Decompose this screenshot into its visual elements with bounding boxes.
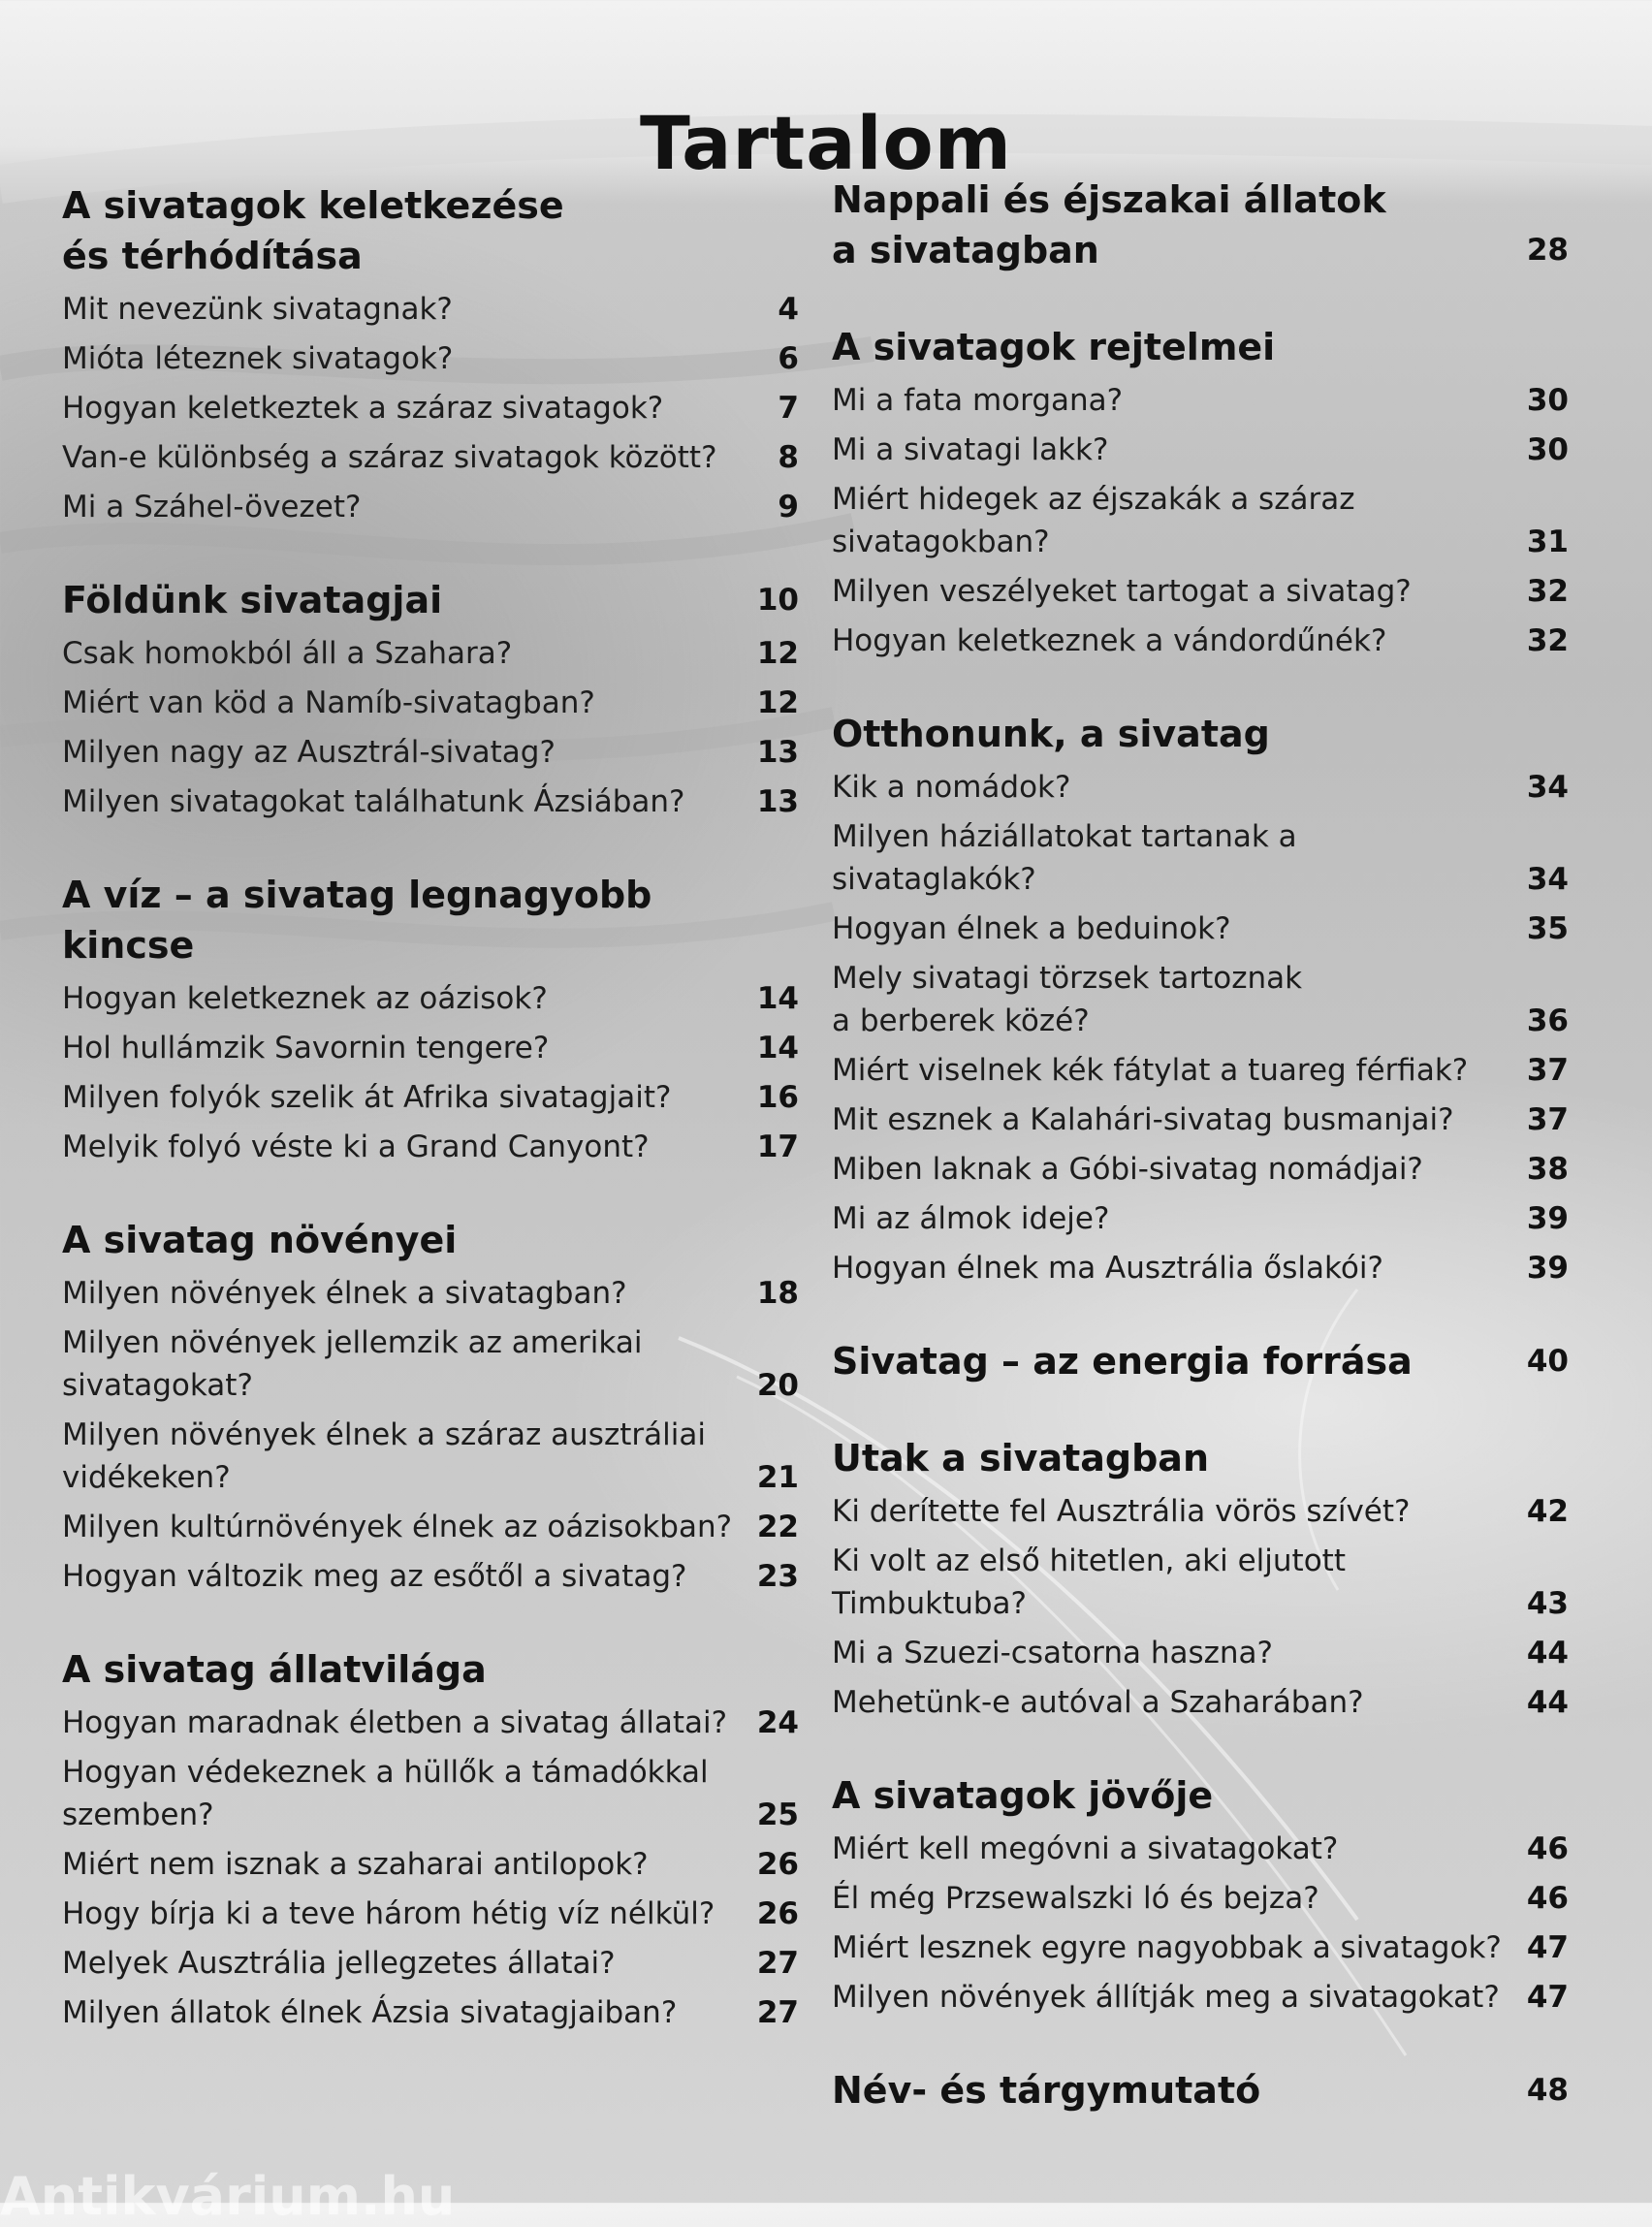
section-heading-title: Sivatag – az energia forrása <box>832 1340 1413 1383</box>
toc-entry-page-number: 42 <box>1526 1494 1569 1529</box>
section-heading[interactable] <box>832 322 1569 372</box>
toc-entry[interactable] <box>62 1942 799 1985</box>
toc-entry-page-number: 24 <box>756 1705 799 1740</box>
toc-entry-title: Milyen veszélyeket tartogat a sivatag? <box>832 574 1412 609</box>
toc-entry-title: Miért lesznek egyre nagyobbak a sivatagok? <box>832 1930 1502 1965</box>
section-heading-title: A sivatagok jövője <box>832 1774 1214 1817</box>
section-heading[interactable] <box>62 870 799 970</box>
toc-section <box>832 2065 1569 2116</box>
toc-entry-title: Milyen nagy az Ausztrál-sivatag? <box>62 735 556 770</box>
toc-entry[interactable] <box>832 1828 1569 1870</box>
toc-entry-title: Hogyan keletkeztek a száraz sivatagok? <box>62 391 664 426</box>
section-heading-title: Földünk sivatagjai <box>62 579 443 621</box>
section-heading[interactable] <box>62 575 799 625</box>
toc-entry[interactable] <box>62 337 799 380</box>
toc-entry-title: Milyen sivatagokat találhatunk Ázsiában? <box>62 784 685 819</box>
toc-entry[interactable] <box>832 1540 1569 1625</box>
toc-entry-page-number: 14 <box>756 981 799 1016</box>
toc-entry-title: Milyen növények állítják meg a sivatagokat? <box>832 1980 1500 2015</box>
toc-entry[interactable] <box>62 1027 799 1069</box>
toc-entry-page-number: 30 <box>1526 432 1569 467</box>
toc-entry[interactable] <box>62 288 799 331</box>
toc-entry-page-number: 4 <box>778 292 799 327</box>
toc-entry[interactable] <box>832 907 1569 950</box>
toc-entry-page-number: 43 <box>1526 1586 1569 1621</box>
toc-entry[interactable] <box>832 379 1569 422</box>
toc-right-column <box>832 175 1569 2162</box>
toc-section <box>832 1336 1569 1386</box>
toc-entry[interactable] <box>832 1926 1569 1969</box>
toc-entry[interactable] <box>832 1877 1569 1920</box>
toc-entry-title: Hogyan élnek a beduinok? <box>832 911 1231 946</box>
toc-entry-title: Mely sivatagi törzsek tartoznak a berberek közé? <box>832 961 1303 1038</box>
toc-entry-title: Van-e különbség a száraz sivatagok között? <box>62 440 717 475</box>
toc-section <box>62 1215 799 1598</box>
toc-entry[interactable] <box>62 436 799 479</box>
section-heading-title: A sivatagok keletkezése és térhódítása <box>62 184 564 277</box>
section-heading[interactable] <box>832 175 1569 275</box>
toc-entry-page-number: 21 <box>756 1460 799 1495</box>
section-heading-title: Otthonunk, a sivatag <box>832 713 1270 755</box>
toc-entry[interactable] <box>62 780 799 823</box>
toc-entry-page-number: 13 <box>756 784 799 819</box>
section-heading[interactable] <box>832 1770 1569 1821</box>
toc-entry[interactable] <box>832 957 1569 1042</box>
toc-section <box>62 180 799 528</box>
toc-entry-page-number: 9 <box>778 490 799 525</box>
toc-entry-title: Mit nevezünk sivatagnak? <box>62 292 453 327</box>
toc-entry[interactable] <box>832 620 1569 662</box>
section-heading-title: Nappali és éjszakai állatok a sivatagban <box>832 178 1386 271</box>
toc-entry-title: Él még Przsewalszki ló és bejza? <box>832 1881 1319 1916</box>
section-page-number: 40 <box>1526 1344 1569 1379</box>
toc-entry[interactable] <box>832 570 1569 613</box>
section-heading-title: A sivatagok rejtelmei <box>832 326 1276 368</box>
toc-entry[interactable] <box>62 1893 799 1935</box>
toc-entry-title: Hogy bírja ki a teve három hétig víz nélkül? <box>62 1896 715 1931</box>
toc-entry-title: Milyen növények élnek a sivatagban? <box>62 1276 627 1311</box>
toc-section <box>832 175 1569 275</box>
toc-entry[interactable] <box>62 1126 799 1168</box>
toc-entry[interactable] <box>62 632 799 675</box>
toc-entry-title: Milyen állatok élnek Ázsia sivatagjaiban? <box>62 1995 678 2030</box>
toc-section <box>832 1433 1569 1724</box>
section-heading[interactable] <box>832 1433 1569 1483</box>
section-heading[interactable] <box>832 2065 1569 2116</box>
toc-entry-page-number: 23 <box>756 1559 799 1594</box>
toc-entry-title: Hogyan védekeznek a hüllők a támadókkal szemben? <box>62 1755 709 1832</box>
section-heading-title: Név- és tárgymutató <box>832 2069 1261 2112</box>
toc-entry-page-number: 37 <box>1526 1053 1569 1088</box>
toc-section <box>62 575 799 823</box>
toc-entry-title: Miért viselnek kék fátylat a tuareg férfiak? <box>832 1053 1469 1088</box>
toc-entry-title: Melyek Ausztrália jellegzetes állatai? <box>62 1946 616 1981</box>
toc-entry[interactable] <box>62 1506 799 1548</box>
toc-entry-page-number: 32 <box>1526 623 1569 658</box>
toc-entry-page-number: 25 <box>756 1798 799 1832</box>
toc-entry[interactable] <box>62 977 799 1020</box>
toc-entry-page-number: 12 <box>756 636 799 671</box>
toc-entry-title: Milyen növények élnek a száraz ausztráliai vidékeken? <box>62 1417 706 1495</box>
toc-entry[interactable] <box>832 766 1569 809</box>
page-title: Tartalom <box>640 99 1012 186</box>
toc-entry-page-number: 27 <box>756 1946 799 1981</box>
toc-entry[interactable] <box>62 1555 799 1598</box>
toc-entry[interactable] <box>62 1751 799 1836</box>
toc-left-column <box>62 180 799 2081</box>
toc-entry-title: Milyen háziállatokat tartanak a sivataglakók? <box>832 819 1297 897</box>
toc-entry-page-number: 37 <box>1526 1102 1569 1137</box>
toc-entry-title: Mi a Száhel-övezet? <box>62 490 362 525</box>
toc-entry[interactable] <box>62 731 799 774</box>
toc-entry[interactable] <box>832 1148 1569 1191</box>
toc-entry-title: Hogyan változik meg az esőtől a sivatag? <box>62 1559 687 1594</box>
toc-entry-page-number: 36 <box>1526 1003 1569 1038</box>
toc-entry[interactable] <box>832 1681 1569 1724</box>
section-heading[interactable] <box>62 180 799 281</box>
toc-entry[interactable] <box>832 1632 1569 1674</box>
toc-entry[interactable] <box>832 1098 1569 1141</box>
toc-entry-page-number: 47 <box>1526 1980 1569 2015</box>
toc-entry[interactable] <box>62 387 799 429</box>
toc-entry[interactable] <box>832 1490 1569 1533</box>
toc-entry-title: Milyen folyók szelik át Afrika sivatagjait? <box>62 1080 672 1115</box>
toc-entry-title: Hogyan keletkeznek az oázisok? <box>62 981 548 1016</box>
toc-entry-title: Mit esznek a Kalahári-sivatag busmanjai? <box>832 1102 1454 1137</box>
toc-entry[interactable] <box>832 1976 1569 2019</box>
toc-entry-title: Ki derítette fel Ausztrália vörös szívét? <box>832 1494 1411 1529</box>
toc-entry-page-number: 47 <box>1526 1930 1569 1965</box>
toc-entry-page-number: 27 <box>756 1995 799 2030</box>
toc-section <box>832 1770 1569 2019</box>
toc-entry-title: Mi a sivatagi lakk? <box>832 432 1109 467</box>
toc-entry-title: Mehetünk-e autóval a Szaharában? <box>832 1685 1364 1720</box>
toc-entry[interactable] <box>62 1414 799 1499</box>
toc-entry-title: Csak homokból áll a Szahara? <box>62 636 513 671</box>
toc-entry-page-number: 38 <box>1526 1152 1569 1187</box>
toc-entry[interactable] <box>62 1843 799 1886</box>
section-page-number: 28 <box>1526 233 1569 268</box>
toc-entry-page-number: 12 <box>756 685 799 720</box>
toc-entry[interactable] <box>62 486 799 528</box>
toc-entry-page-number: 34 <box>1526 862 1569 897</box>
toc-section <box>832 322 1569 662</box>
toc-entry-page-number: 6 <box>778 341 799 376</box>
toc-entry[interactable] <box>832 1197 1569 1240</box>
toc-entry-title: Miért hidegek az éjszakák a száraz sivatagokban? <box>832 482 1355 559</box>
section-heading[interactable] <box>62 1644 799 1695</box>
toc-entry[interactable] <box>62 1702 799 1744</box>
toc-entry-page-number: 44 <box>1526 1685 1569 1720</box>
toc-entry-page-number: 32 <box>1526 574 1569 609</box>
toc-entry-title: Kik a nomádok? <box>832 770 1071 805</box>
toc-section <box>62 870 799 1168</box>
toc-entry-title: Melyik folyó véste ki a Grand Canyont? <box>62 1129 650 1164</box>
section-heading-title: A víz – a sivatag legnagyobb kincse <box>62 874 652 967</box>
toc-entry-page-number: 16 <box>756 1080 799 1115</box>
section-page-number: 48 <box>1526 2073 1569 2108</box>
toc-entry[interactable] <box>62 1076 799 1119</box>
toc-entry-page-number: 18 <box>756 1276 799 1311</box>
toc-entry-title: Miért kell megóvni a sivatagokat? <box>832 1831 1339 1866</box>
toc-entry-page-number: 39 <box>1526 1251 1569 1286</box>
toc-entry-page-number: 14 <box>756 1031 799 1066</box>
toc-entry-page-number: 30 <box>1526 383 1569 418</box>
toc-entry-page-number: 46 <box>1526 1831 1569 1866</box>
toc-entry-title: Miért van köd a Namíb-sivatagban? <box>62 685 595 720</box>
section-heading-title: A sivatag növényei <box>62 1219 458 1261</box>
toc-entry-page-number: 31 <box>1526 525 1569 559</box>
section-page-number: 10 <box>756 583 799 618</box>
toc-entry-title: Miben laknak a Góbi-sivatag nomádjai? <box>832 1152 1423 1187</box>
toc-entry-page-number: 46 <box>1526 1881 1569 1916</box>
toc-entry-page-number: 26 <box>756 1847 799 1882</box>
toc-entry[interactable] <box>62 1991 799 2034</box>
toc-entry-page-number: 39 <box>1526 1201 1569 1236</box>
toc-entry-title: Hogyan keletkeznek a vándordűnék? <box>832 623 1387 658</box>
toc-entry-page-number: 13 <box>756 735 799 770</box>
toc-entry-page-number: 22 <box>756 1510 799 1544</box>
toc-entry-title: Mióta léteznek sivatagok? <box>62 341 454 376</box>
toc-entry-title: Hogyan maradnak életben a sivatag állatai? <box>62 1705 728 1740</box>
toc-section <box>832 709 1569 1289</box>
toc-entry[interactable] <box>832 429 1569 471</box>
toc-entry-page-number: 44 <box>1526 1636 1569 1670</box>
toc-entry[interactable] <box>832 1247 1569 1289</box>
toc-entry-title: Milyen növények jellemzik az amerikai sivatagokat? <box>62 1325 643 1403</box>
toc-entry-title: Mi az álmok ideje? <box>832 1201 1110 1236</box>
toc-entry-title: Miért nem isznak a szaharai antilopok? <box>62 1847 649 1882</box>
section-heading-title: A sivatag állatvilága <box>62 1648 487 1691</box>
section-heading[interactable] <box>832 1336 1569 1386</box>
toc-entry-title: Mi a Szuezi-csatorna haszna? <box>832 1636 1273 1670</box>
toc-entry-page-number: 7 <box>778 391 799 426</box>
section-heading-title: Utak a sivatagban <box>832 1437 1209 1479</box>
toc-entry-page-number: 20 <box>756 1368 799 1403</box>
toc-section <box>62 1644 799 2034</box>
toc-entry-page-number: 17 <box>756 1129 799 1164</box>
toc-entry[interactable] <box>62 1321 799 1407</box>
toc-entry[interactable] <box>62 1272 799 1315</box>
toc-entry-page-number: 35 <box>1526 911 1569 946</box>
watermark: Antikvárium.hu <box>0 2166 456 2227</box>
toc-entry[interactable] <box>832 478 1569 563</box>
toc-entry[interactable] <box>832 1049 1569 1092</box>
section-heading[interactable] <box>62 1215 799 1265</box>
toc-entry[interactable] <box>832 815 1569 901</box>
section-heading[interactable] <box>832 709 1569 759</box>
toc-entry-page-number: 34 <box>1526 770 1569 805</box>
toc-entry-title: Milyen kultúrnövények élnek az oázisokban? <box>62 1510 733 1544</box>
toc-entry-title: Mi a fata morgana? <box>832 383 1124 418</box>
toc-entry-title: Hogyan élnek ma Ausztrália őslakói? <box>832 1251 1383 1286</box>
toc-entry-title: Hol hullámzik Savornin tengere? <box>62 1031 550 1066</box>
toc-entry-page-number: 8 <box>778 440 799 475</box>
toc-entry[interactable] <box>62 682 799 724</box>
toc-entry-page-number: 26 <box>756 1896 799 1931</box>
toc-entry-title: Ki volt az első hitetlen, aki eljutott Timbuktuba? <box>832 1543 1346 1621</box>
